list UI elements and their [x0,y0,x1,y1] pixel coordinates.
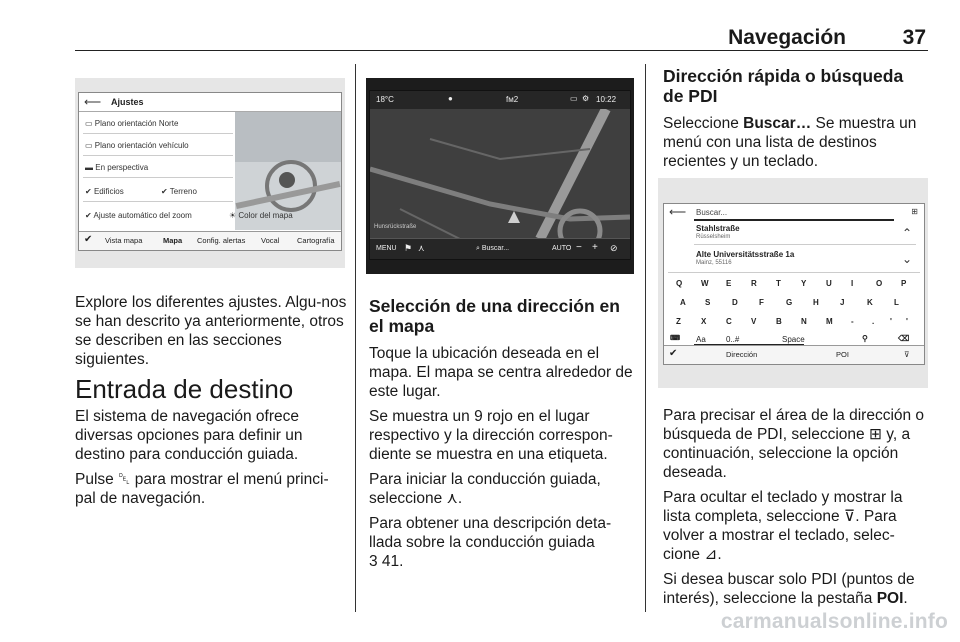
chevron-up-icon[interactable]: ⌃ [901,226,912,240]
street-label: Hunsrückstraße [374,224,417,230]
left-column-text [75,293,347,514]
confirm-icon[interactable]: ✔ [84,234,93,245]
key-space[interactable]: Space [782,335,805,344]
gear-icon: ⚙ [582,94,590,103]
column-divider [355,64,356,612]
delete-icon[interactable]: ⌫ [898,334,910,343]
back-icon[interactable]: ⟵ [84,95,102,109]
key[interactable]: U [826,279,832,288]
keyboard-toggle-icon[interactable]: ⌨ [670,335,681,342]
key[interactable]: - [851,317,854,326]
key[interactable]: Q [676,279,683,288]
option-heading-up[interactable]: ▭ Plano orientación vehículo [85,141,189,150]
key[interactable]: E [726,279,732,288]
options-icon[interactable]: ⊘ [610,243,618,253]
zoom-in-icon[interactable]: + [592,242,598,253]
checkbox-terrain[interactable]: ✔ Terreno [161,187,197,196]
key[interactable]: F [759,298,764,307]
flag-icon[interactable]: ⚑ [404,243,413,253]
option-north-up[interactable]: ▭ Plano orientación Norte [85,119,179,128]
settings-screenshot-frame [75,78,345,268]
key[interactable]: . [872,317,875,326]
key[interactable]: R [751,279,757,288]
key[interactable]: ' [890,317,892,326]
key[interactable]: A [680,298,686,307]
key[interactable]: C [726,317,732,326]
key[interactable]: W [701,279,709,288]
person-icon[interactable]: ⋏ [418,243,425,253]
paragraph: Seleccione Buscar… Se muestra un menú con una lista de destinos recientes y un teclado. [663,115,917,170]
result-1[interactable]: Stahlstraße [696,224,740,233]
key[interactable]: D [732,298,738,307]
key-case[interactable]: Aa [696,335,706,344]
paragraph: Para obtener una descripción deta-llada sobre la conducción guiada 3 41. [369,515,612,570]
result-2[interactable]: Alte Universitätsstraße 1a [696,250,795,259]
zoom-out-icon[interactable]: − [576,242,582,253]
checkbox-buildings[interactable]: ✔ Edificios [85,187,124,196]
map-color-option[interactable]: ☀ Color del mapa [229,211,293,220]
right-column-top-text [663,66,928,177]
key[interactable]: Z [676,317,681,326]
tab-direccion[interactable]: Dirección [726,350,758,359]
heading-quick-address: Dirección rápida o búsqueda de PDI [663,66,904,106]
map-status-bar [370,91,630,110]
key[interactable]: T [776,279,781,288]
key[interactable]: V [751,317,757,326]
heading-select-on-map: Selección de una dirección en el mapa [369,296,620,336]
settings-title: Ajustes [111,97,144,107]
right-column-bottom-text [663,406,928,614]
map-screen [369,90,631,260]
poi-icon[interactable]: ⚲ [862,334,868,343]
paragraph: Si desea buscar solo PDI (puntos de interés), seleccione la pestaña POI. [663,571,915,607]
key[interactable]: L [894,298,899,307]
page-header [75,0,928,51]
search-screenshot-frame [658,178,928,388]
map-screenshot-frame [366,78,634,274]
paragraph: Pulse ␡ para mostrar el menú princi-pal de navegación. [75,471,329,507]
heading-destination-entry: Entrada de destino [75,374,294,404]
option-perspective[interactable]: ▬ En perspectiva [85,163,149,172]
paragraph: Para ocultar el teclado y mostrar la lista completa, seleccione ⊽. Para volver a mostrar el teclado, selec-cione ⊿. [663,489,903,563]
clock: 10:22 [596,95,617,104]
key[interactable]: O [876,279,883,288]
page-number: 37 [902,26,926,49]
checkbox-auto-zoom[interactable]: ✔ Ajuste automático del zoom [85,211,192,220]
key[interactable]: I [851,279,854,288]
tab-cartografia[interactable]: Cartografía [297,236,335,245]
column-divider [645,64,646,612]
settings-tab-bar [79,231,341,250]
back-icon[interactable]: ⟵ [669,205,687,219]
map-bottom-bar [370,238,630,259]
key[interactable]: G [786,298,793,307]
key[interactable]: J [840,298,845,307]
key[interactable]: X [701,317,707,326]
watermark: carmanualsonline.info [720,610,948,633]
map-view[interactable] [370,109,630,239]
key[interactable]: P [901,279,907,288]
result-2-city: Mainz, 55116 [696,260,732,266]
tab-config-alertas[interactable]: Config. alertas [197,236,246,245]
key[interactable]: Y [801,279,807,288]
key[interactable]: M [826,317,833,326]
key[interactable]: ' [906,317,908,326]
tab-mapa[interactable]: Mapa [163,236,183,245]
paragraph: Toque la ubicación deseada en el mapa. El mapa se centra alrededor de este lugar. [369,345,633,400]
temperature: 18°C [376,95,394,104]
page-reference: 3 41. [369,553,404,570]
tab-vista-mapa[interactable]: Vista mapa [105,236,143,245]
result-1-city: Rüsselsheim [696,234,731,240]
confirm-icon[interactable]: ✔ [669,348,678,359]
location-icon: ● [448,94,453,103]
key[interactable]: S [705,298,711,307]
key[interactable]: K [867,298,873,307]
hide-keyboard-icon[interactable]: ⊽ [904,350,910,359]
paragraph: Para precisar el área de la dirección o búsqueda de PDI, seleccione ⊞ y, a continuación, seleccione la opción deseada. [663,407,925,481]
key[interactable]: N [801,317,807,326]
paragraph: Se muestra un 9 rojo en el lugar respectivo y la dirección correspon-diente se muestra en una etiqueta. [369,408,613,463]
key-symbols[interactable]: 0..# [726,335,740,344]
paragraph: Explore los diferentes ajustes. Algu-nos se han descrito ya anteriormente, otros se describen en las secciones siguientes. [75,294,347,368]
key[interactable]: H [813,298,819,307]
tab-poi[interactable]: POI [836,350,849,359]
radio-frequency: fм2 [506,95,519,104]
tab-vocal[interactable]: Vocal [261,236,280,245]
search-button[interactable]: ⌕ Buscar... [476,245,510,252]
auto-zoom-button[interactable]: AUTO [552,245,572,252]
paragraph: Para iniciar la conducción guiada, seleccione ⋏. [369,471,601,507]
middle-column-text [369,296,635,577]
phone-icon: ▭ [570,94,578,103]
menu-button[interactable]: MENU [376,245,397,252]
search-field[interactable]: Buscar... [696,208,728,217]
search-screen [663,203,925,365]
key[interactable]: B [776,317,782,326]
filter-icon[interactable]: ⊞ [911,207,918,216]
paragraph: El sistema de navegación ofrece diversas opciones para definir un destino para conducción guiada. [75,408,303,463]
settings-screen [78,92,342,251]
section-title: Navegación [728,26,846,49]
chevron-down-icon[interactable]: ⌄ [901,252,912,266]
search-tab-bar [664,345,924,364]
